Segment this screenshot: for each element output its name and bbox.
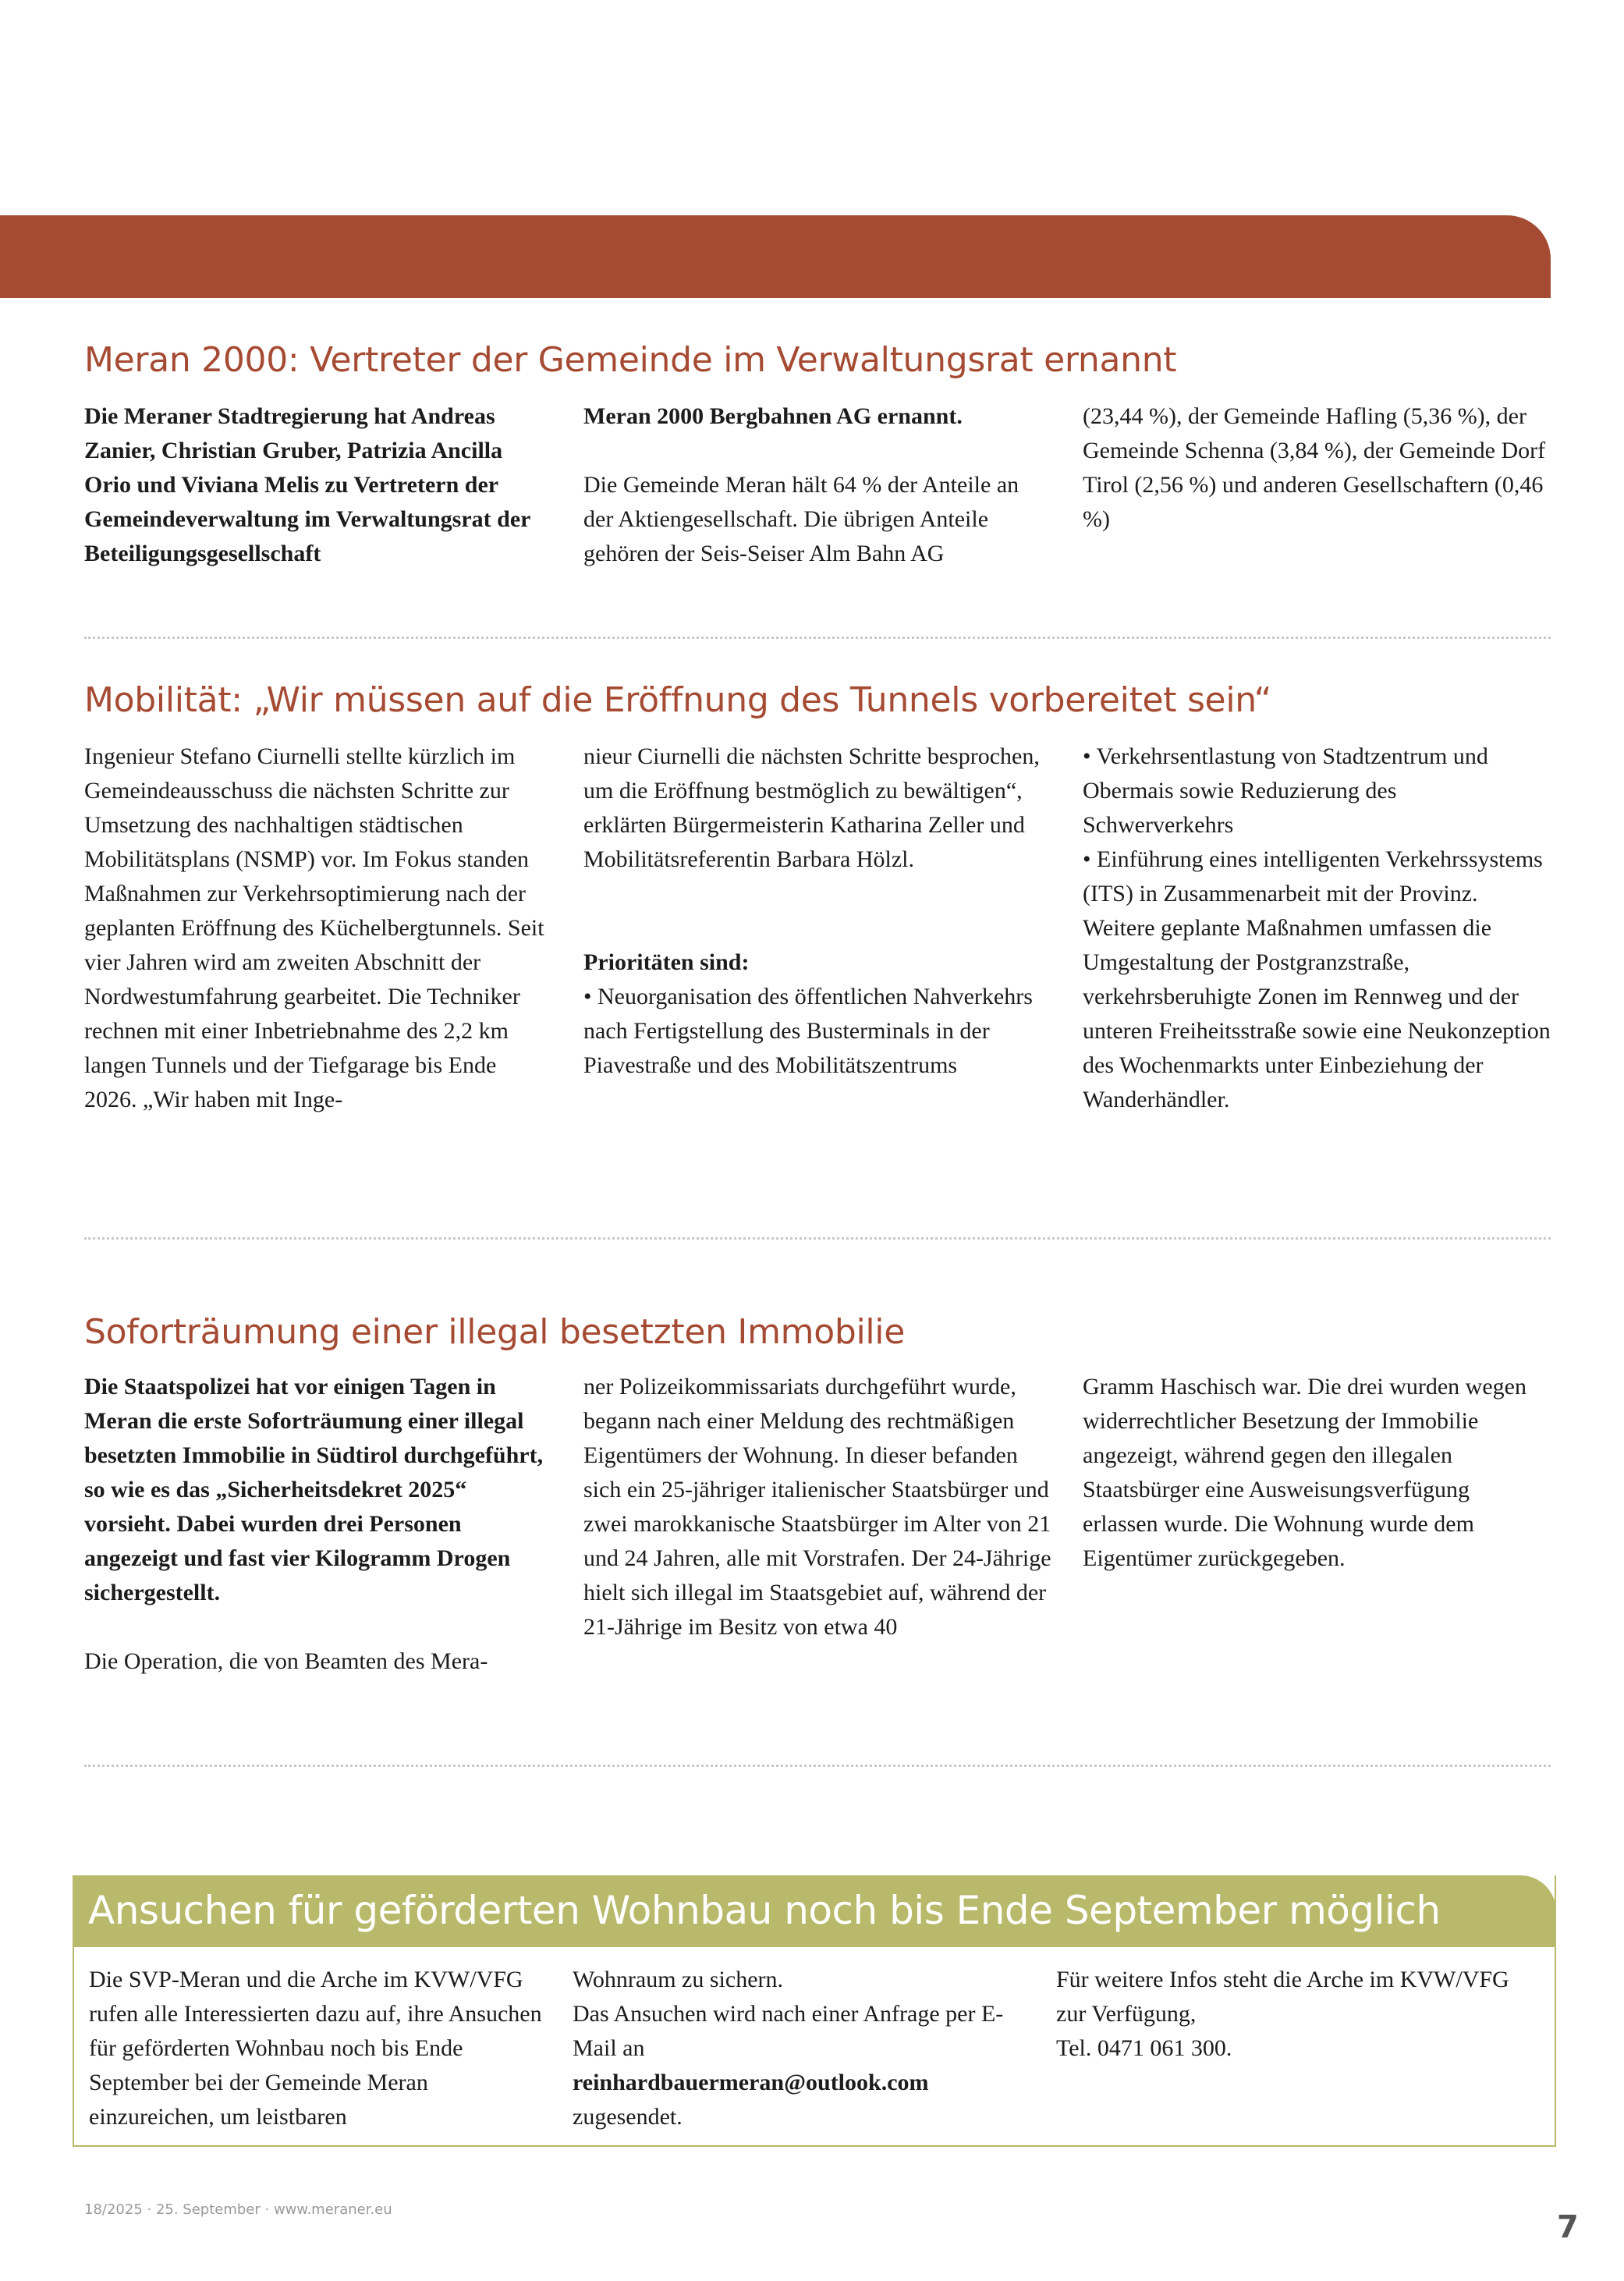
article-lead: Die Meraner Stadtregierung hat Andreas Zanier, Christian Gruber, Patrizia Ancilla Orio und Viviana Melis zu Vertretern der Gemeindeverwaltung im Verwaltungsrat der Beteiligungsgesellschaft — [84, 403, 530, 566]
info-box-header — [73, 1875, 1556, 1947]
page-number: 7 — [1557, 2209, 1579, 2245]
article-body-mobilitaet — [84, 740, 1551, 1117]
article-column — [583, 399, 1051, 571]
phone-number: Tel. 0471 061 300. — [1056, 2035, 1232, 2061]
article-heading-meran2000: Meran 2000: Vertreter der Gemeinde im Verwaltungsrat ernannt — [84, 340, 1177, 380]
article-paragraph: ner Polizeikommissariats durchgeführt wurde, begann nach einer Meldung des rechtmäßigen Eigentümers der Wohnung. In dieser befanden sich ein 25-jähriger italienischer Staatsbürger und zwei marokkanische Staatsbürger im Alter von 21 und 24 Jahren, alle mit Vorstrafen. Der 24-Jährige hielt sich illegal im Staatsgebiet auf, während der 21-Jährige im Besitz von etwa 40 — [583, 1374, 1051, 1640]
article-column — [1083, 740, 1551, 1117]
article-body-meran2000 — [84, 399, 1551, 571]
info-box-paragraph: Die SVP-Meran und die Arche im KVW/VFG rufen alle Interessierten dazu auf, ihre Ansuchen für geförderten Wohnbau noch bis Ende September bei der Gemeinde Meran einzureichen, um leistbaren — [89, 1967, 542, 2130]
info-box-paragraph: Wohnraum zu sichern. — [573, 1967, 783, 1992]
info-box-body — [89, 1963, 1540, 2134]
info-box-title: Ansuchen für geförderten Wohnbau noch bis Ende September möglich — [88, 1888, 1441, 1933]
article-paragraph: Die Operation, die von Beamten des Mera- — [84, 1648, 488, 1674]
section-divider — [84, 637, 1551, 639]
article-column — [1083, 399, 1551, 571]
article-column — [84, 1370, 552, 1679]
info-box-column — [1056, 1963, 1512, 2134]
info-box-column — [89, 1963, 544, 2134]
article-paragraph: Weitere geplante Maßnahmen umfassen die Umgestaltung der Postgranzstraße, verkehrsberuhigte Zonen im Rennweg und der unteren Freiheitsstraße sowie eine Neukonzeption des Wochenmarkts unter Einbeziehung der Wanderhändler. — [1083, 915, 1551, 1112]
list-item: • Verkehrsentlastung von Stadtzentrum und Obermais sowie Reduzierung des Schwerverkehrs — [1083, 743, 1488, 838]
list-item: • Neuorganisation des öffentlichen Nahverkehrs nach Fertigstellung des Busterminals in der Piavestraße und des Mobilitätszentrums — [583, 984, 1033, 1078]
footer-issue-info: 18/2025 · 25. September · www.meraner.eu — [84, 2201, 392, 2218]
article-paragraph: Ingenieur Stefano Ciurnelli stellte kürzlich im Gemeindeausschuss die nächsten Schritte zur Umsetzung des nachhaltigen städtischen Mobilitätsplans (NSMP) vor. Im Fokus standen Maßnahmen zur Verkehrsoptimierung nach der geplanten Eröffnung des Küchelbergtunnels. Seit vier Jahren wird am zweiten Abschnitt der Nordwestumfahrung gearbeitet. Die Techniker rechnen mit einer Inbetriebnahme des 2,2 km langen Tunnels und der Tiefgarage bis Ende 2026. „Wir haben mit Inge- — [84, 743, 544, 1112]
article-paragraph: nieur Ciurnelli die nächsten Schritte besprochen, um die Eröffnung bestmöglich zu bewältigen“, erklärten Bürgermeisterin Katharina Zeller und Mobilitätsreferentin Barbara Hölzl. — [583, 743, 1040, 872]
section-divider — [84, 1237, 1551, 1240]
article-paragraph: (23,44 %), der Gemeinde Hafling (5,36 %), der Gemeinde Schenna (3,84 %), der Gemeinde Dorf Tirol (2,56 %) und anderen Gesellschaftern (0,46 %) — [1083, 403, 1546, 532]
article-heading-raeumung: Soforträumung einer illegal besetzten Immobilie — [84, 1312, 905, 1352]
article-body-raeumung — [84, 1370, 1551, 1679]
article-heading-mobilitaet: Mobilität: „Wir müssen auf die Eröffnung des Tunnels vorbereitet sein“ — [84, 680, 1272, 720]
article-column — [84, 399, 552, 571]
article-column — [583, 1370, 1051, 1679]
article-paragraph: Gramm Haschisch war. Die drei wurden wegen widerrechtlicher Besetzung der Immobilie angezeigt, während gegen den illegalen Staatsbürger eine Ausweisungsverfügung erlassen wurde. Die Wohnung wurde dem Eigentümer zurückgegeben. — [1083, 1374, 1526, 1571]
info-box-column — [573, 1963, 1028, 2134]
article-lead: Meran 2000 Bergbahnen AG ernannt. — [583, 403, 963, 429]
info-box-paragraph: Für weitere Infos steht die Arche im KVW/VFG zur Verfügung, — [1056, 1967, 1509, 2027]
article-column — [583, 740, 1051, 1117]
top-banner — [0, 215, 1551, 298]
list-item: • Einführung eines intelligenten Verkehrssystems (ITS) in Zusammenarbeit mit der Provinz. — [1083, 846, 1543, 906]
email-address[interactable]: reinhardbauermeran@outlook.com — [573, 2070, 929, 2095]
article-column — [1083, 1370, 1551, 1679]
section-divider — [84, 1765, 1551, 1767]
info-box-paragraph: Das Ansuchen wird nach einer Anfrage per E-Mail an — [573, 2001, 1004, 2061]
article-column — [84, 740, 552, 1117]
article-paragraph: Die Gemeinde Meran hält 64 % der Anteile an der Aktiengesellschaft. Die übrigen Anteile gehören der Seis-Seiser Alm Bahn AG — [583, 472, 1019, 566]
info-box-paragraph: zugesendet. — [573, 2104, 683, 2130]
priorities-subheading: Prioritäten sind: — [583, 949, 750, 975]
article-lead: Die Staatspolizei hat vor einigen Tagen in Meran die erste Soforträumung einer illegal besetzten Immobilie in Südtirol durchgeführt, so wie es das „Sicherheitsdekret 2025“ vorsieht. Dabei wurden drei Personen angezeigt und fast vier Kilogramm Drogen sichergestellt. — [84, 1374, 544, 1605]
